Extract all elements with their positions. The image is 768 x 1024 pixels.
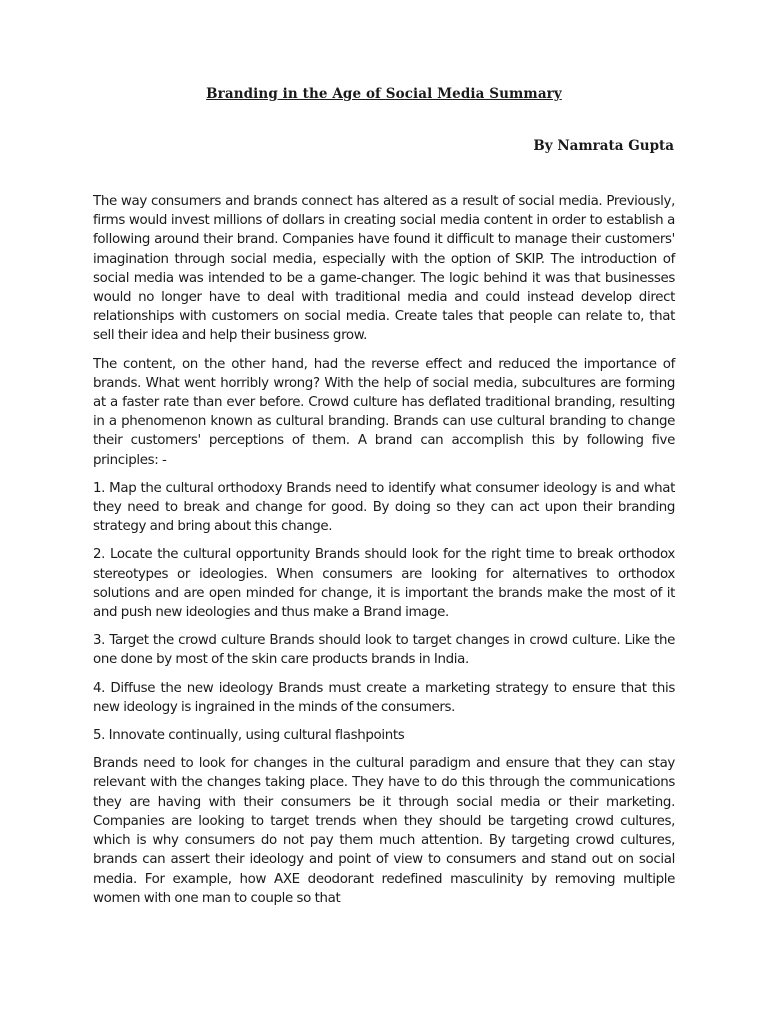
paragraph: 5. Innovate continually, using cultural flashpoints	[93, 728, 405, 744]
document-title: Branding in the Age of Social Media Summary	[206, 86, 562, 102]
paragraph: The content, on the other hand, had the reverse effect and reduced the importance of brands. What went horribly wrong? With the help of social media, subcultures are forming at a faster rate than ever before. Crowd culture has deflated traditional branding, resulting in a phenomenon known as cultural branding. Brands can use cultural branding to change their customers' perceptions of them. A brand can accomplish this by following five principles: -	[93, 356, 675, 468]
document-body	[93, 192, 675, 917]
paragraph: 1. Map the cultural orthodoxy Brands need to identify what consumer ideology is and what they need to break and change for good. By doing so they can act upon their branding strategy and bring about this change.	[93, 480, 675, 535]
paragraph: 2. Locate the cultural opportunity Brands should look for the right time to break orthodox stereotypes or ideologies. When consumers are looking for alternatives to orthodox solutions and are open minded for change, it is important the brands make the most of it and push new ideologies and thus make a Brand image.	[93, 547, 675, 621]
paragraph: The way consumers and brands connect has altered as a result of social media. Previously, firms would invest millions of dollars in creating social media content in order to establish a following around their brand. Companies have found it difficult to manage their customers' imagination through social media, especially with the option of SKIP. The introduction of social media was intended to be a game-changer. The logic behind it was that businesses would no longer have to deal with traditional media and could instead develop direct relationships with customers on social media. Create tales that people can relate to, that sell their idea and help their business grow.	[93, 194, 675, 344]
paragraph: Brands need to look for changes in the cultural paradigm and ensure that they can stay relevant with the changes taking place. They have to do this through the communications they are having with their consumers be it through social media or their marketing. Companies are looking to target trends when they should be targeting crowd cultures, which is why consumers do not pay them much attention. By targeting crowd cultures, brands can assert their ideology and point of view to consumers and stand out on social media. For example, how AXE deodorant redefined masculinity by removing multiple women with one man to couple so that	[93, 756, 675, 906]
paragraph: 4. Diffuse the new ideology Brands must create a marketing strategy to ensure that this new ideology is ingrained in the minds of the consumers.	[93, 680, 675, 715]
document-author: By Namrata Gupta	[533, 138, 674, 154]
paragraph: 3. Target the crowd culture Brands should look to target changes in crowd culture. Like the one done by most of the skin care products brands in India.	[93, 633, 675, 668]
